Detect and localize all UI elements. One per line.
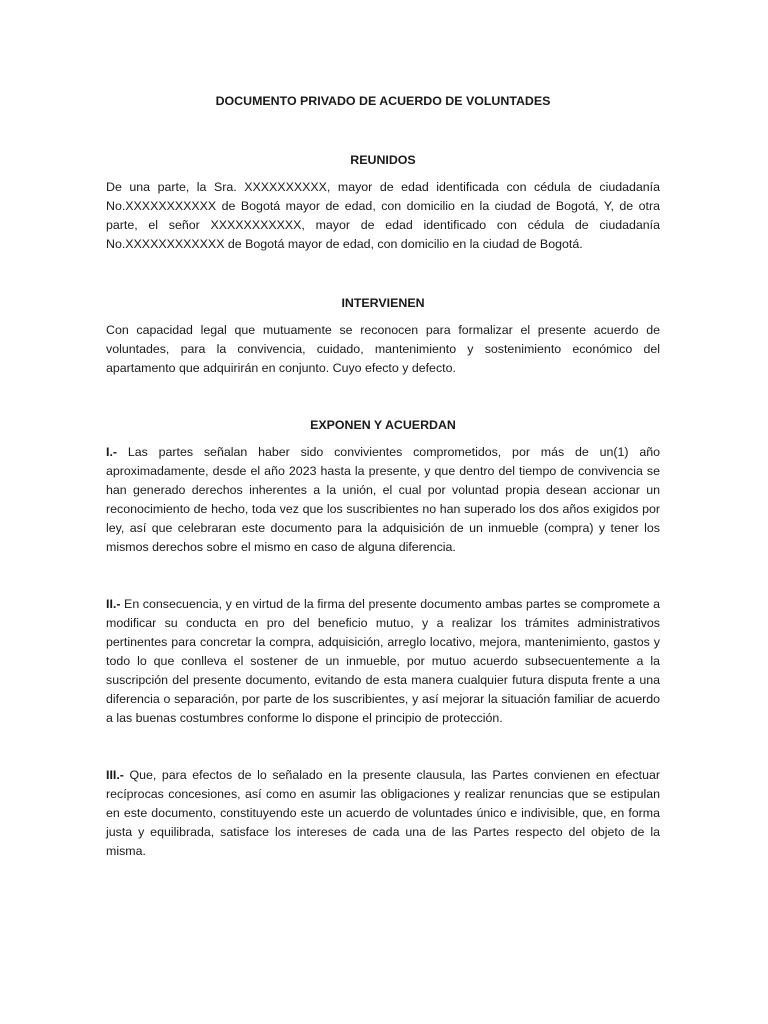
section-text-reunidos: De una parte, la Sra. XXXXXXXXXX, mayor de edad identificada con cédula de ciudadanía No.XXXXXXXXXXX de Bogotá mayor de edad, con domicilio en la ciudad de Bogotá, Y, de otra parte, el señor XXXXXXXXXXX, mayor de edad identificado con cédula de ciudadanía No.XXXXXXXXXXXX de Bogotá mayor de edad, con domicilio en la ciudad de Bogotá. (106, 180, 660, 251)
section-heading-exponen: EXPONEN Y ACUERDAN (310, 418, 456, 432)
clause-text: En consecuencia, y en virtud de la firma del presente documento ambas partes se compromete a modificar su conducta en pro del beneficio mutuo, y a realizar los trámites administrativos pertinentes para concretar la compra, adquisición, arreglo locativo, mejora, mantenimiento, gastos y todo lo que conlleva el sostener de un inmueble, por mutuo acuerdo subsecuentemente a la suscripción del presente documento, evitando de esta manera cualquier futura disputa frente a una diferencia o separación, por parte de los suscribientes, y así mejorar la situación familiar de acuerdo a las buenas costumbres conforme lo dispone el principio de protección. (106, 597, 660, 725)
clause-number: I.- (106, 445, 118, 459)
clause-2 (106, 595, 660, 728)
clause-text: Que, para efectos de lo señalado en la presente clausula, las Partes convienen en efectuar recíprocas concesiones, así como en asumir las obligaciones y realizar renuncias que se estipulan en este documento, constituyendo este un acuerdo de voluntades único e indivisible, que, en forma justa y equilibrada, satisface los intereses de cada una de las Partes respecto del objeto de la misma. (106, 768, 660, 858)
document-body (106, 92, 660, 861)
clause-3 (106, 766, 660, 861)
section-heading-intervienen: INTERVIENEN (341, 296, 425, 310)
document-title: DOCUMENTO PRIVADO DE ACUERDO DE VOLUNTADES (215, 94, 551, 108)
clause-number: II.- (106, 597, 121, 611)
section-heading-reunidos: REUNIDOS (350, 153, 416, 167)
clause-1 (106, 443, 660, 557)
clause-number: III.- (106, 768, 124, 782)
clause-text: Las partes señalan haber sido convivientes comprometidos, por más de un(1) año aproximadamente, desde el año 2023 hasta la presente, y que dentro del tiempo de convivencia se han generado derechos inherentes a la unión, el cual por voluntad propia desean accionar un reconocimiento de hecho, toda vez que los suscribientes no han superado los dos años exigidos por ley, así que celebraran este documento para la adquisición de un inmueble (compra) y tener los mismos derechos sobre el mismo en caso de alguna diferencia. (106, 445, 660, 554)
section-text-intervienen: Con capacidad legal que mutuamente se reconocen para formalizar el presente acuerdo de voluntades, para la convivencia, cuidado, mantenimiento y sostenimiento económico del apartamento que adquirirán en conjunto. Cuyo efecto y defecto. (106, 323, 660, 375)
